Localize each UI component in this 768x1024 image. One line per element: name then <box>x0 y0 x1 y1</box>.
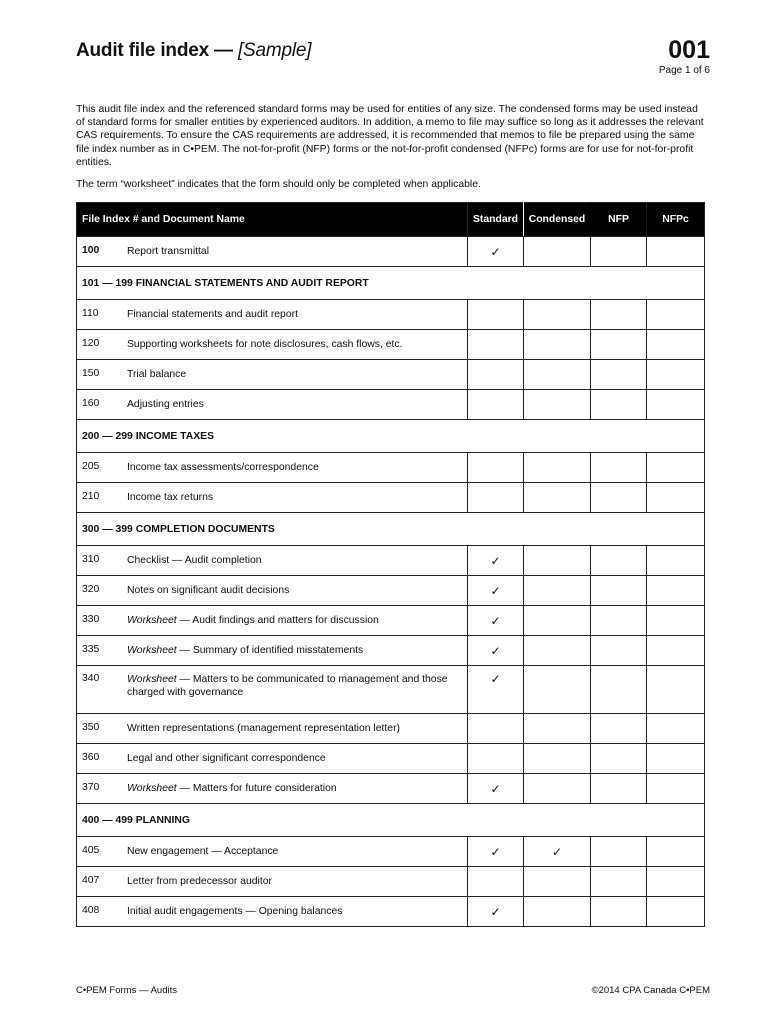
checkmark-icon: ✓ <box>490 781 501 796</box>
nfp-cell <box>591 237 647 267</box>
document-title: Legal and other significant correspondence <box>127 753 326 764</box>
document-title: Report transmittal <box>127 246 209 257</box>
nfpc-cell <box>647 714 705 744</box>
document-title: Income tax returns <box>127 492 214 503</box>
table-row <box>77 714 705 744</box>
section-row <box>77 420 705 453</box>
section-row <box>77 513 705 546</box>
nfp-cell <box>591 483 647 513</box>
page-number: Page 1 of 6 <box>658 65 710 76</box>
condensed-cell <box>524 714 591 744</box>
table-row <box>77 606 705 636</box>
document-title: Letter from predecessor auditor <box>127 876 272 887</box>
nfpc-cell <box>647 330 705 360</box>
file-index-number: 360 <box>82 752 100 763</box>
table-row <box>77 636 705 666</box>
table-row <box>77 867 705 897</box>
nfp-cell <box>591 636 647 666</box>
document-cell <box>77 837 468 867</box>
worksheet-prefix: Worksheet <box>127 645 177 656</box>
checkmark-icon: ✓ <box>551 844 563 859</box>
condensed-cell <box>524 897 591 927</box>
table-row <box>77 837 705 867</box>
file-index-number: 210 <box>82 491 100 502</box>
condensed-cell <box>524 546 591 576</box>
standard-cell <box>468 744 524 774</box>
standard-cell <box>468 897 524 927</box>
condensed-cell <box>524 606 591 636</box>
file-index-number: 205 <box>82 461 100 472</box>
condensed-cell <box>524 774 591 804</box>
document-name <box>127 673 457 699</box>
document-title: Adjusting entries <box>127 399 204 410</box>
file-index-number: 405 <box>82 845 100 856</box>
document-cell <box>77 390 468 420</box>
nfp-cell <box>591 360 647 390</box>
checkmark-icon: ✓ <box>490 583 501 598</box>
standard-cell <box>468 546 524 576</box>
nfp-cell <box>591 330 647 360</box>
standard-cell <box>468 360 524 390</box>
standard-cell <box>468 774 524 804</box>
intro-paragraph: This audit file index and the referenced standard forms may be used for entities of any size. The condensed forms may be used instead of standard forms for smaller entities by experienced auditors. In addition, a memo to file may suffice so long as it addresses the relevant CAS requirements. To ensure the CAS requirements are addressed, it is recommended that memos to file be prepared using the same file index number as in C•PEM. The not-for-profit (NFP) forms or the not-for-profit condensed (NFPc) forms are for use for not-for-profit entities. <box>76 104 704 168</box>
document-title: Initial audit engagements — Opening balances <box>127 906 343 917</box>
nfp-cell <box>591 666 647 714</box>
footer-right: ©2014 CPA Canada C•PEM <box>591 985 710 996</box>
nfp-cell <box>591 837 647 867</box>
condensed-cell <box>524 453 591 483</box>
table-row <box>77 237 705 267</box>
document-name <box>127 845 457 858</box>
table-body <box>77 237 705 927</box>
nfpc-cell <box>647 483 705 513</box>
file-index-number: 407 <box>82 875 100 886</box>
document-name <box>127 308 457 321</box>
file-index-number: 335 <box>82 644 100 655</box>
document-title: — Summary of identified misstatements <box>176 645 364 656</box>
file-index-number: 110 <box>82 308 99 319</box>
table-row <box>77 666 705 714</box>
file-index-number: 150 <box>82 368 100 379</box>
table-row <box>77 330 705 360</box>
table-row <box>77 390 705 420</box>
condensed-cell <box>524 237 591 267</box>
document-cell <box>77 897 468 927</box>
checkmark-icon: ✓ <box>490 904 501 919</box>
document-title: Checklist — Audit completion <box>127 555 262 566</box>
standard-cell <box>468 837 524 867</box>
condensed-cell <box>524 666 591 714</box>
nfpc-cell <box>647 867 705 897</box>
document-cell <box>77 546 468 576</box>
file-index-number: 100 <box>82 245 100 256</box>
file-index-number: 408 <box>82 905 100 916</box>
nfpc-cell <box>647 546 705 576</box>
file-index-number: 310 <box>82 554 100 565</box>
nfp-cell <box>591 546 647 576</box>
standard-cell <box>468 714 524 744</box>
document-cell <box>77 483 468 513</box>
nfp-cell <box>591 867 647 897</box>
standard-cell <box>468 483 524 513</box>
document-cell <box>77 237 468 267</box>
checkmark-icon: ✓ <box>490 672 501 686</box>
file-index-number: 340 <box>82 673 100 684</box>
header-nfp: NFP <box>591 203 647 237</box>
document-name <box>127 644 457 657</box>
standard-cell <box>468 300 524 330</box>
nfpc-cell <box>647 576 705 606</box>
worksheet-prefix: Worksheet <box>127 674 177 685</box>
document-title: New engagement — Acceptance <box>127 846 279 857</box>
standard-cell <box>468 237 524 267</box>
standard-cell <box>468 636 524 666</box>
header-nfpc: NFPc <box>647 203 705 237</box>
document-name <box>127 461 457 474</box>
checkmark-icon: ✓ <box>490 613 501 628</box>
condensed-cell <box>524 390 591 420</box>
nfpc-cell <box>647 390 705 420</box>
document-cell <box>77 453 468 483</box>
nfp-cell <box>591 576 647 606</box>
document-name <box>127 491 457 504</box>
checkmark-icon: ✓ <box>490 244 501 259</box>
header-standard: Standard <box>468 203 524 237</box>
document-name <box>127 782 457 795</box>
document-name <box>127 722 457 735</box>
standard-cell <box>468 867 524 897</box>
nfpc-cell <box>647 360 705 390</box>
file-index-table <box>76 202 705 927</box>
nfp-cell <box>591 897 647 927</box>
document-name <box>127 584 457 597</box>
document-cell <box>77 636 468 666</box>
nfp-cell <box>591 744 647 774</box>
table-row <box>77 774 705 804</box>
document-title: — Matters for future consideration <box>176 783 337 794</box>
table-row <box>77 300 705 330</box>
document-name <box>127 398 457 411</box>
nfpc-cell <box>647 774 705 804</box>
header-condensed: Condensed <box>524 203 591 237</box>
standard-cell <box>468 606 524 636</box>
condensed-cell <box>524 330 591 360</box>
document-title: Financial statements and audit report <box>127 309 298 320</box>
nfp-cell <box>591 714 647 744</box>
section-heading: 300 — 399 COMPLETION DOCUMENTS <box>77 513 705 546</box>
table-header-row <box>77 203 705 237</box>
section-heading: 101 — 199 FINANCIAL STATEMENTS AND AUDIT REPORT <box>77 267 705 300</box>
document-title: Supporting worksheets for note disclosures, cash flows, etc. <box>127 339 403 350</box>
worksheet-prefix: Worksheet <box>127 615 177 626</box>
file-index-number: 320 <box>82 584 100 595</box>
document-cell <box>77 714 468 744</box>
checkmark-icon: ✓ <box>490 844 501 859</box>
document-name <box>127 245 457 258</box>
title-sample-tag: [Sample] <box>237 40 312 61</box>
standard-cell <box>468 453 524 483</box>
nfpc-cell <box>647 237 705 267</box>
document-cell <box>77 774 468 804</box>
condensed-cell <box>524 300 591 330</box>
document-cell <box>77 330 468 360</box>
condensed-cell <box>524 483 591 513</box>
nfp-cell <box>591 606 647 636</box>
document-name <box>127 338 457 351</box>
condensed-cell <box>524 360 591 390</box>
table-row <box>77 360 705 390</box>
file-index-number: 160 <box>82 398 100 409</box>
standard-cell <box>468 390 524 420</box>
nfp-cell <box>591 300 647 330</box>
section-heading: 200 — 299 INCOME TAXES <box>77 420 705 453</box>
condensed-cell <box>524 837 591 867</box>
document-name <box>127 875 457 888</box>
document-cell <box>77 867 468 897</box>
document-title: — Matters to be communicated to management and those charged with governance <box>127 674 448 698</box>
file-index-number: 350 <box>82 722 100 733</box>
nfpc-cell <box>647 837 705 867</box>
worksheet-note: The term “worksheet” indicates that the form should only be completed when applicable. <box>76 179 481 190</box>
form-number: 001 <box>668 36 710 64</box>
document-title: Trial balance <box>127 369 187 380</box>
nfpc-cell <box>647 453 705 483</box>
document-cell <box>77 666 468 714</box>
worksheet-prefix: Worksheet <box>127 783 177 794</box>
nfpc-cell <box>647 636 705 666</box>
document-name <box>127 554 457 567</box>
checkmark-icon: ✓ <box>490 553 501 568</box>
nfpc-cell <box>647 300 705 330</box>
table-row <box>77 744 705 774</box>
file-index-number: 120 <box>82 338 100 349</box>
document-cell <box>77 300 468 330</box>
condensed-cell <box>524 867 591 897</box>
standard-cell <box>468 330 524 360</box>
document-name <box>127 752 457 765</box>
page-title <box>76 40 311 62</box>
standard-cell <box>468 666 524 714</box>
document-cell <box>77 576 468 606</box>
document-cell <box>77 744 468 774</box>
nfp-cell <box>591 774 647 804</box>
document-cell <box>77 360 468 390</box>
section-row <box>77 267 705 300</box>
footer-left: C•PEM Forms — Audits <box>76 985 177 996</box>
nfp-cell <box>591 453 647 483</box>
title-main: Audit file index — <box>76 40 238 61</box>
nfpc-cell <box>647 897 705 927</box>
document-cell <box>77 606 468 636</box>
document-name <box>127 368 457 381</box>
nfp-cell <box>591 390 647 420</box>
document-title: Written representations (management representation letter) <box>127 723 400 734</box>
table-row <box>77 453 705 483</box>
document-name <box>127 614 457 627</box>
condensed-cell <box>524 636 591 666</box>
document-name <box>127 905 457 918</box>
header-file-index: File Index # and Document Name <box>77 203 468 237</box>
document-title: Income tax assessments/correspondence <box>127 462 319 473</box>
section-heading: 400 — 499 PLANNING <box>77 804 705 837</box>
table-row <box>77 546 705 576</box>
nfpc-cell <box>647 606 705 636</box>
section-row <box>77 804 705 837</box>
document-title: — Audit findings and matters for discussion <box>176 615 379 626</box>
checkmark-icon: ✓ <box>490 643 501 658</box>
condensed-cell <box>524 744 591 774</box>
standard-cell <box>468 576 524 606</box>
table-row <box>77 897 705 927</box>
condensed-cell <box>524 576 591 606</box>
document-title: Notes on significant audit decisions <box>127 585 290 596</box>
file-index-number: 330 <box>82 614 100 625</box>
file-index-number: 370 <box>82 782 100 793</box>
nfpc-cell <box>647 666 705 714</box>
table-row <box>77 576 705 606</box>
table-row <box>77 483 705 513</box>
nfpc-cell <box>647 744 705 774</box>
